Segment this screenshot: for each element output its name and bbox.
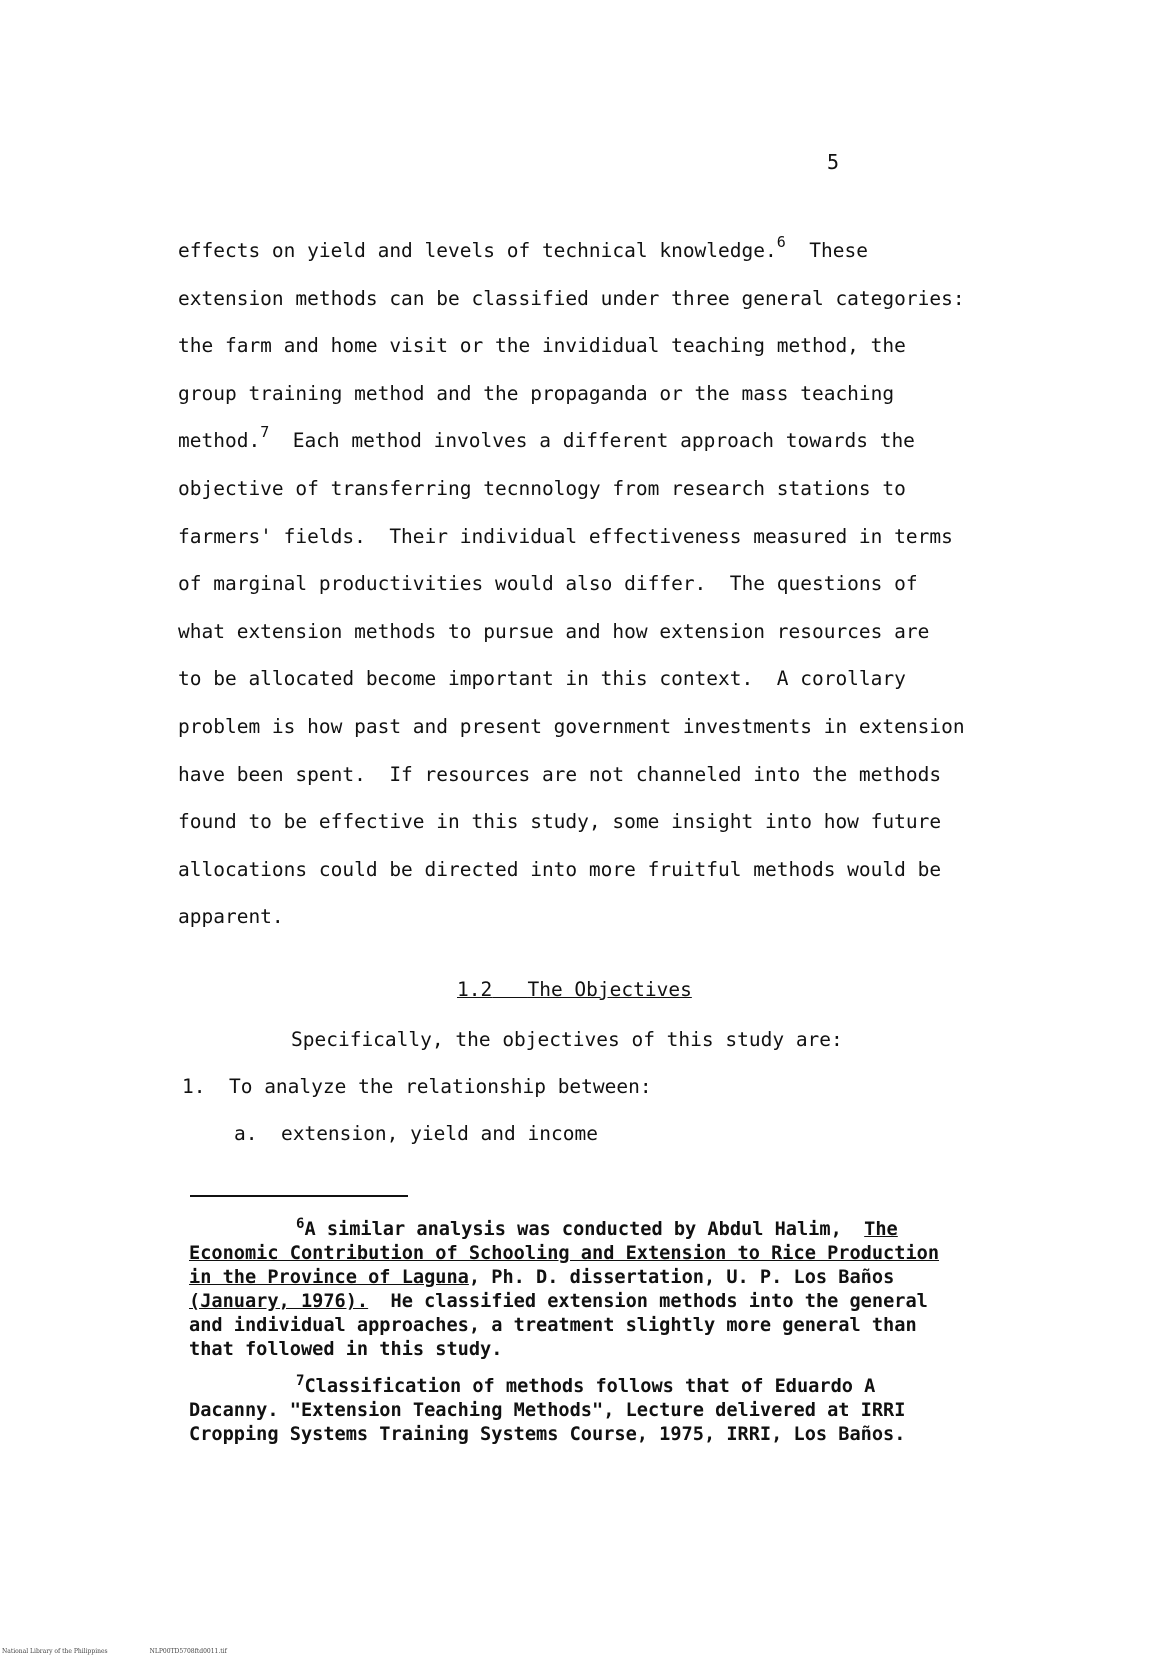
body-line-text: method.: [178, 429, 261, 453]
footnote-line: Dacanny. "Extension Teaching Methods", Lecture delivered at IRRI: [189, 1400, 906, 1421]
footnote-text: He classified extension methods into the general: [368, 1291, 928, 1312]
footnote-line: Cropping Systems Training Systems Course, 1975, IRRI, Los Baños.: [189, 1424, 906, 1445]
footnote-line: [189, 1290, 1009, 1314]
section-number: 1.2: [457, 978, 493, 1001]
section-title: The Objectives: [527, 978, 692, 1001]
footnote-ref-7[interactable]: 7: [260, 423, 270, 442]
footnote-marker: 6: [296, 1216, 305, 1232]
footnote-date: (January, 1976).: [189, 1291, 369, 1312]
footnotes: [189, 1218, 1009, 1447]
body-line: to be allocated become important in this context. A corollary: [178, 667, 906, 691]
footnote-line: [189, 1242, 1009, 1266]
body-line-text: effects on yield and levels of technical knowledge.: [178, 239, 777, 262]
list-marker: 1.: [182, 1075, 206, 1098]
list-item-text: extension, yield and income: [280, 1122, 598, 1145]
body-line: objective of transferring tecnnology from research stations to: [178, 476, 906, 500]
body-line: [178, 417, 998, 465]
body-line: found to be effective in this study, some insight into how future: [178, 810, 942, 834]
scan-file-name: NLP00TD5708ftd0011.tif: [149, 1648, 227, 1655]
body-line: the farm and home visit or the invididual teaching method, the: [178, 334, 906, 358]
footnote-citation-title: The: [864, 1219, 898, 1240]
body-line: farmers' fields. Their individual effectiveness measured in terms: [178, 524, 953, 548]
footnote-text: Classification of methods follows that of Eduardo A: [304, 1376, 876, 1397]
library-credit: National Library of the Philippines: [2, 1648, 108, 1655]
footnote-line: and individual approaches, a treatment slightly more general than: [189, 1315, 917, 1336]
list-marker: a.: [234, 1122, 258, 1145]
footnote-ref-6[interactable]: 6: [776, 233, 786, 251]
body-paragraph: [178, 227, 998, 941]
body-line: what extension methods to pursue and how extension resources are: [178, 619, 930, 643]
objectives-intro: Specifically, the objectives of this study are:: [291, 1028, 843, 1051]
objective-item-1: [182, 1075, 652, 1098]
body-line: group training method and the propaganda or the mass teaching: [178, 381, 895, 405]
footnote-6: [189, 1218, 1009, 1242]
body-line: problem is how past and present government investments in extension: [178, 714, 965, 738]
body-line: [178, 227, 998, 275]
objective-item-1a: [234, 1122, 598, 1145]
list-item-text: To analyze the relationship between:: [228, 1075, 652, 1098]
footnote-line: that followed in this study.: [189, 1339, 503, 1360]
footnote-7: [189, 1375, 1009, 1399]
body-line: of marginal productivities would also differ. The questions of: [178, 572, 918, 596]
scan-footer: [2, 1648, 227, 1655]
body-line: apparent.: [178, 905, 284, 929]
footnote-citation-title: Economic Contribution of Schooling and Extension to Rice Production: [189, 1243, 940, 1264]
body-line: have been spent. If resources are not channeled into the methods: [178, 762, 942, 786]
body-line: extension methods can be classified under three general categories:: [178, 286, 965, 310]
footnote-text: A similar analysis was conducted by Abdul Halim,: [304, 1219, 865, 1240]
section-heading: [457, 978, 692, 1001]
page-number: 5: [827, 150, 840, 174]
footnote-marker: 7: [296, 1373, 305, 1389]
body-line: allocations could be directed into more fruitful methods would be: [178, 857, 942, 881]
footnote-citation-title: in the Province of Laguna: [189, 1267, 469, 1288]
body-line-text: These: [785, 239, 868, 262]
footnote-text: , Ph. D. dissertation, U. P. Los Baños: [468, 1267, 895, 1288]
footnote-divider: [190, 1195, 408, 1197]
body-line-text: Each method involves a different approach towards the: [269, 429, 915, 453]
footnote-line: [189, 1266, 1009, 1290]
